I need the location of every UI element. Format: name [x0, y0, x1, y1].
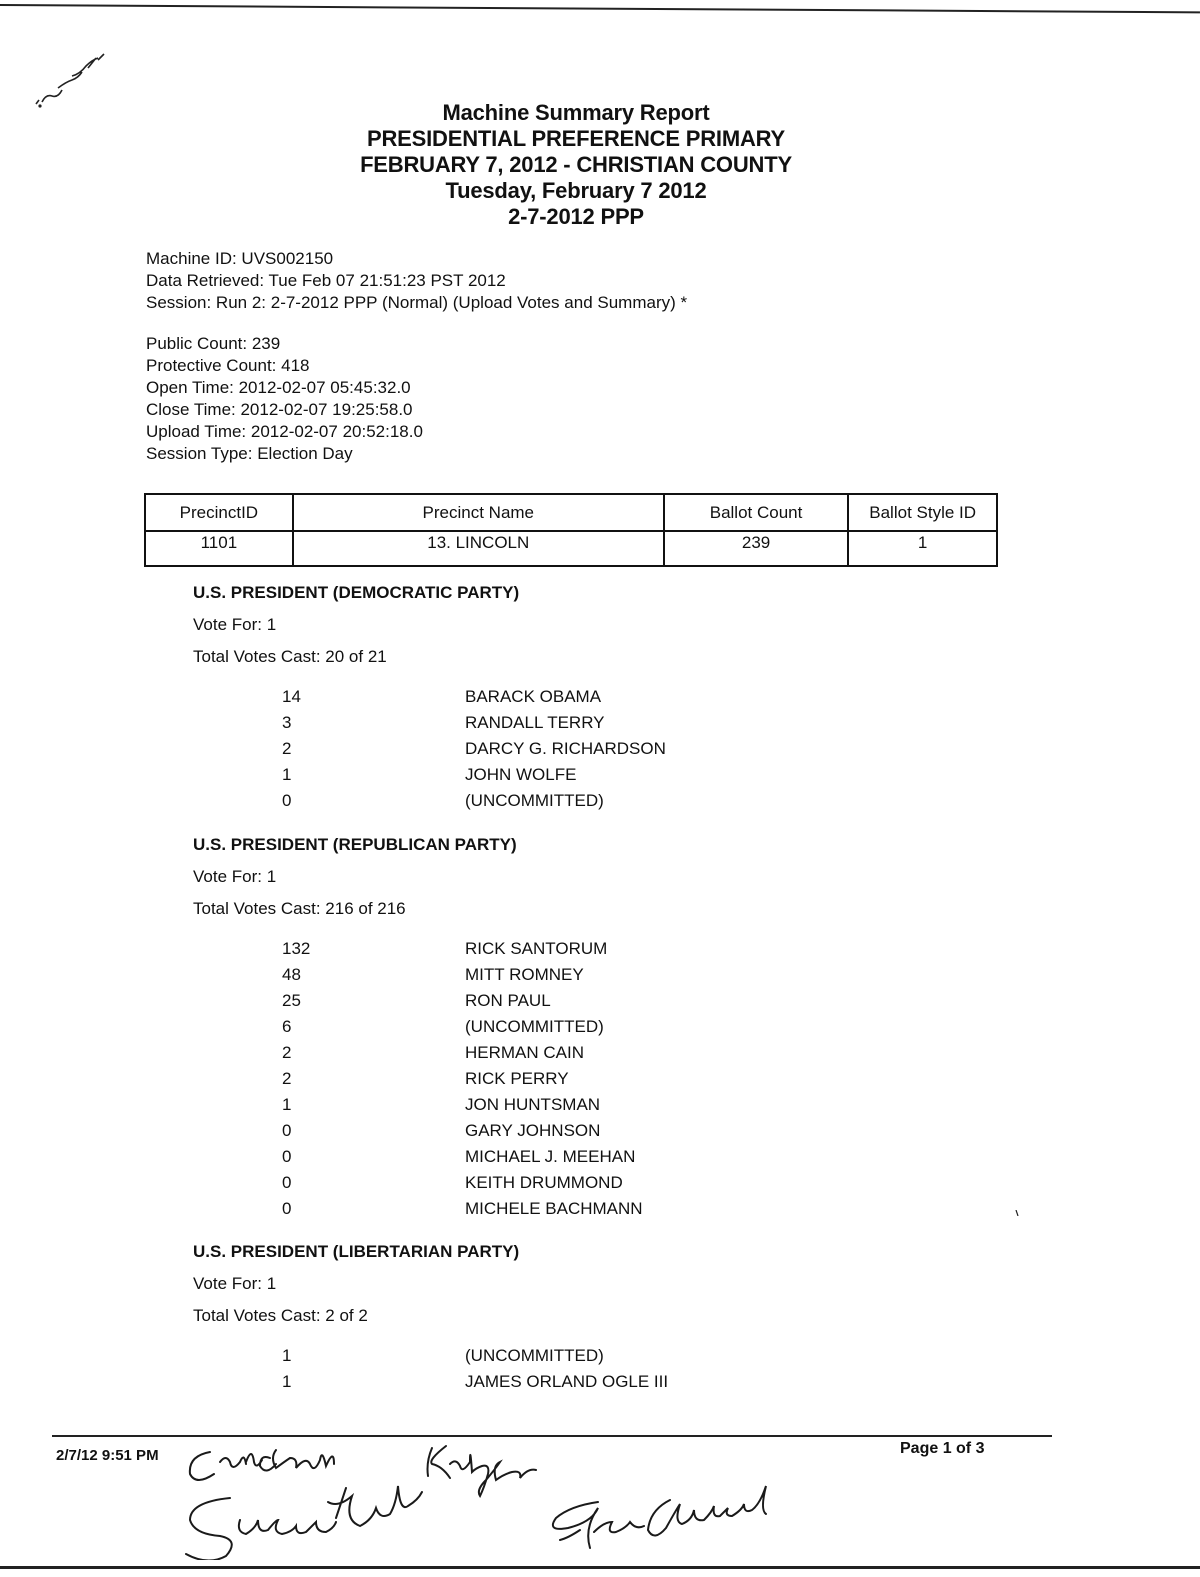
candidate-row: [193, 936, 608, 962]
race-republican: [193, 834, 643, 1222]
handwritten-signatures: [150, 1440, 850, 1560]
candidate-votes: 14: [282, 687, 301, 706]
election-name: PRESIDENTIAL PREFERENCE PRIMARY: [367, 126, 785, 151]
election-date-county: FEBRUARY 7, 2012 - CHRISTIAN COUNTY: [360, 152, 792, 177]
candidate-row: [193, 988, 551, 1014]
candidate-name: RICK PERRY: [465, 1069, 569, 1088]
election-code: 2-7-2012 PPP: [508, 204, 644, 229]
candidate-row: [193, 788, 604, 814]
header-ballot-style-id: Ballot Style ID: [848, 494, 997, 531]
candidate-name: JON HUNTSMAN: [465, 1095, 601, 1114]
candidate-name: GARY JOHNSON: [465, 1121, 601, 1140]
race-vote-for: Vote For: 1: [193, 615, 277, 634]
precinct-data-row: [145, 531, 997, 566]
candidate-name: (UNCOMMITTED): [465, 1346, 604, 1365]
report-title: Machine Summary Report: [442, 100, 710, 125]
header-precinct-id: PrecinctID: [145, 494, 293, 531]
candidate-name: DARCY G. RICHARDSON: [465, 739, 666, 758]
race-democratic: [193, 582, 666, 814]
candidate-name: MITT ROMNEY: [465, 965, 584, 984]
race-title: U.S. PRESIDENT (REPUBLICAN PARTY): [193, 835, 517, 854]
candidate-votes: 3: [282, 713, 292, 732]
candidate-votes: 0: [282, 791, 292, 810]
open-time: Open Time: 2012-02-07 05:45:32.0: [146, 378, 411, 397]
cell-ballot-style-id: 1: [848, 531, 997, 566]
candidate-name: RANDALL TERRY: [465, 713, 605, 732]
precinct-table: [144, 493, 998, 567]
upload-time: Upload Time: 2012-02-07 20:52:18.0: [146, 422, 423, 441]
candidate-row: [193, 710, 605, 736]
data-retrieved: Data Retrieved: Tue Feb 07 21:51:23 PST 2012: [146, 271, 506, 290]
candidate-name: KEITH DRUMMOND: [465, 1173, 623, 1192]
print-timestamp: 2/7/12 9:51 PM: [56, 1447, 159, 1464]
candidate-name: RON PAUL: [465, 991, 551, 1010]
cell-precinct-id: 1101: [145, 531, 293, 566]
header-precinct-name: Precinct Name: [293, 494, 664, 531]
candidate-votes: 2: [282, 739, 292, 758]
candidate-row: [193, 1066, 569, 1092]
top-border-line: [0, 4, 1200, 13]
candidate-row: [193, 1343, 604, 1369]
candidate-row: [193, 1196, 643, 1222]
candidate-row: [193, 1369, 669, 1395]
protective-count: Protective Count: 418: [146, 356, 310, 375]
candidate-name: (UNCOMMITTED): [465, 791, 604, 810]
candidate-name: JOHN WOLFE: [465, 765, 577, 784]
race-total-votes: Total Votes Cast: 2 of 2: [193, 1306, 368, 1325]
candidate-list: [193, 936, 643, 1222]
candidate-row: [193, 684, 602, 710]
report-header: [0, 100, 1152, 230]
candidate-name: RICK SANTORUM: [465, 939, 608, 958]
candidate-votes: 25: [282, 991, 301, 1010]
candidate-list: [193, 684, 666, 814]
candidate-votes: 132: [282, 939, 311, 958]
candidate-votes: 0: [282, 1199, 292, 1218]
candidate-votes: 0: [282, 1173, 292, 1192]
candidate-votes: 48: [282, 965, 301, 984]
candidate-row: [193, 1092, 601, 1118]
count-info: [146, 333, 423, 465]
close-time: Close Time: 2012-02-07 19:25:58.0: [146, 400, 413, 419]
footer-rule: [52, 1435, 1052, 1437]
precinct-header-row: [145, 494, 997, 531]
candidate-list: [193, 1343, 669, 1395]
race-libertarian: [193, 1241, 669, 1395]
candidate-name: BARACK OBAMA: [465, 687, 602, 706]
page-number: Page 1 of 3: [900, 1440, 985, 1457]
session: Session: Run 2: 2-7-2012 PPP (Normal) (Upload Votes and Summary) *: [146, 293, 688, 312]
race-vote-for: Vote For: 1: [193, 867, 277, 886]
public-count: Public Count: 239: [146, 334, 281, 353]
session-type: Session Type: Election Day: [146, 444, 353, 463]
cell-ballot-count: 239: [664, 531, 849, 566]
cell-precinct-name: 13. LINCOLN: [293, 531, 664, 566]
race-title: U.S. PRESIDENT (LIBERTARIAN PARTY): [193, 1242, 520, 1261]
candidate-votes: 6: [282, 1017, 292, 1036]
candidate-votes: 0: [282, 1121, 292, 1140]
race-total-votes: Total Votes Cast: 20 of 21: [193, 647, 387, 666]
candidate-row: [193, 962, 584, 988]
header-ballot-count: Ballot Count: [664, 494, 849, 531]
candidate-votes: 2: [282, 1069, 292, 1088]
candidate-votes: 1: [282, 1095, 292, 1114]
candidate-votes: 1: [282, 765, 292, 784]
candidate-row: [193, 736, 666, 762]
machine-id: Machine ID: UVS002150: [146, 249, 334, 268]
candidate-votes: 0: [282, 1147, 292, 1166]
candidate-row: [193, 1170, 623, 1196]
candidate-name: MICHELE BACHMANN: [465, 1199, 643, 1218]
candidate-row: [193, 1118, 601, 1144]
stray-pen-mark: [1015, 1210, 1019, 1216]
candidate-votes: 1: [282, 1372, 292, 1391]
race-title: U.S. PRESIDENT (DEMOCRATIC PARTY): [193, 583, 520, 602]
candidate-name: HERMAN CAIN: [465, 1043, 585, 1062]
machine-info: [146, 248, 687, 314]
candidate-row: [193, 1014, 604, 1040]
candidate-votes: 1: [282, 1346, 292, 1365]
bottom-border-line: [0, 1566, 1200, 1569]
candidate-row: [193, 1144, 636, 1170]
race-vote-for: Vote For: 1: [193, 1274, 277, 1293]
candidate-row: [193, 1040, 585, 1066]
candidate-row: [193, 762, 577, 788]
candidate-name: JAMES ORLAND OGLE III: [465, 1372, 669, 1391]
candidate-name: MICHAEL J. MEEHAN: [465, 1147, 636, 1166]
election-day: Tuesday, February 7 2012: [445, 178, 707, 203]
candidate-votes: 2: [282, 1043, 292, 1062]
race-total-votes: Total Votes Cast: 216 of 216: [193, 899, 406, 918]
candidate-name: (UNCOMMITTED): [465, 1017, 604, 1036]
